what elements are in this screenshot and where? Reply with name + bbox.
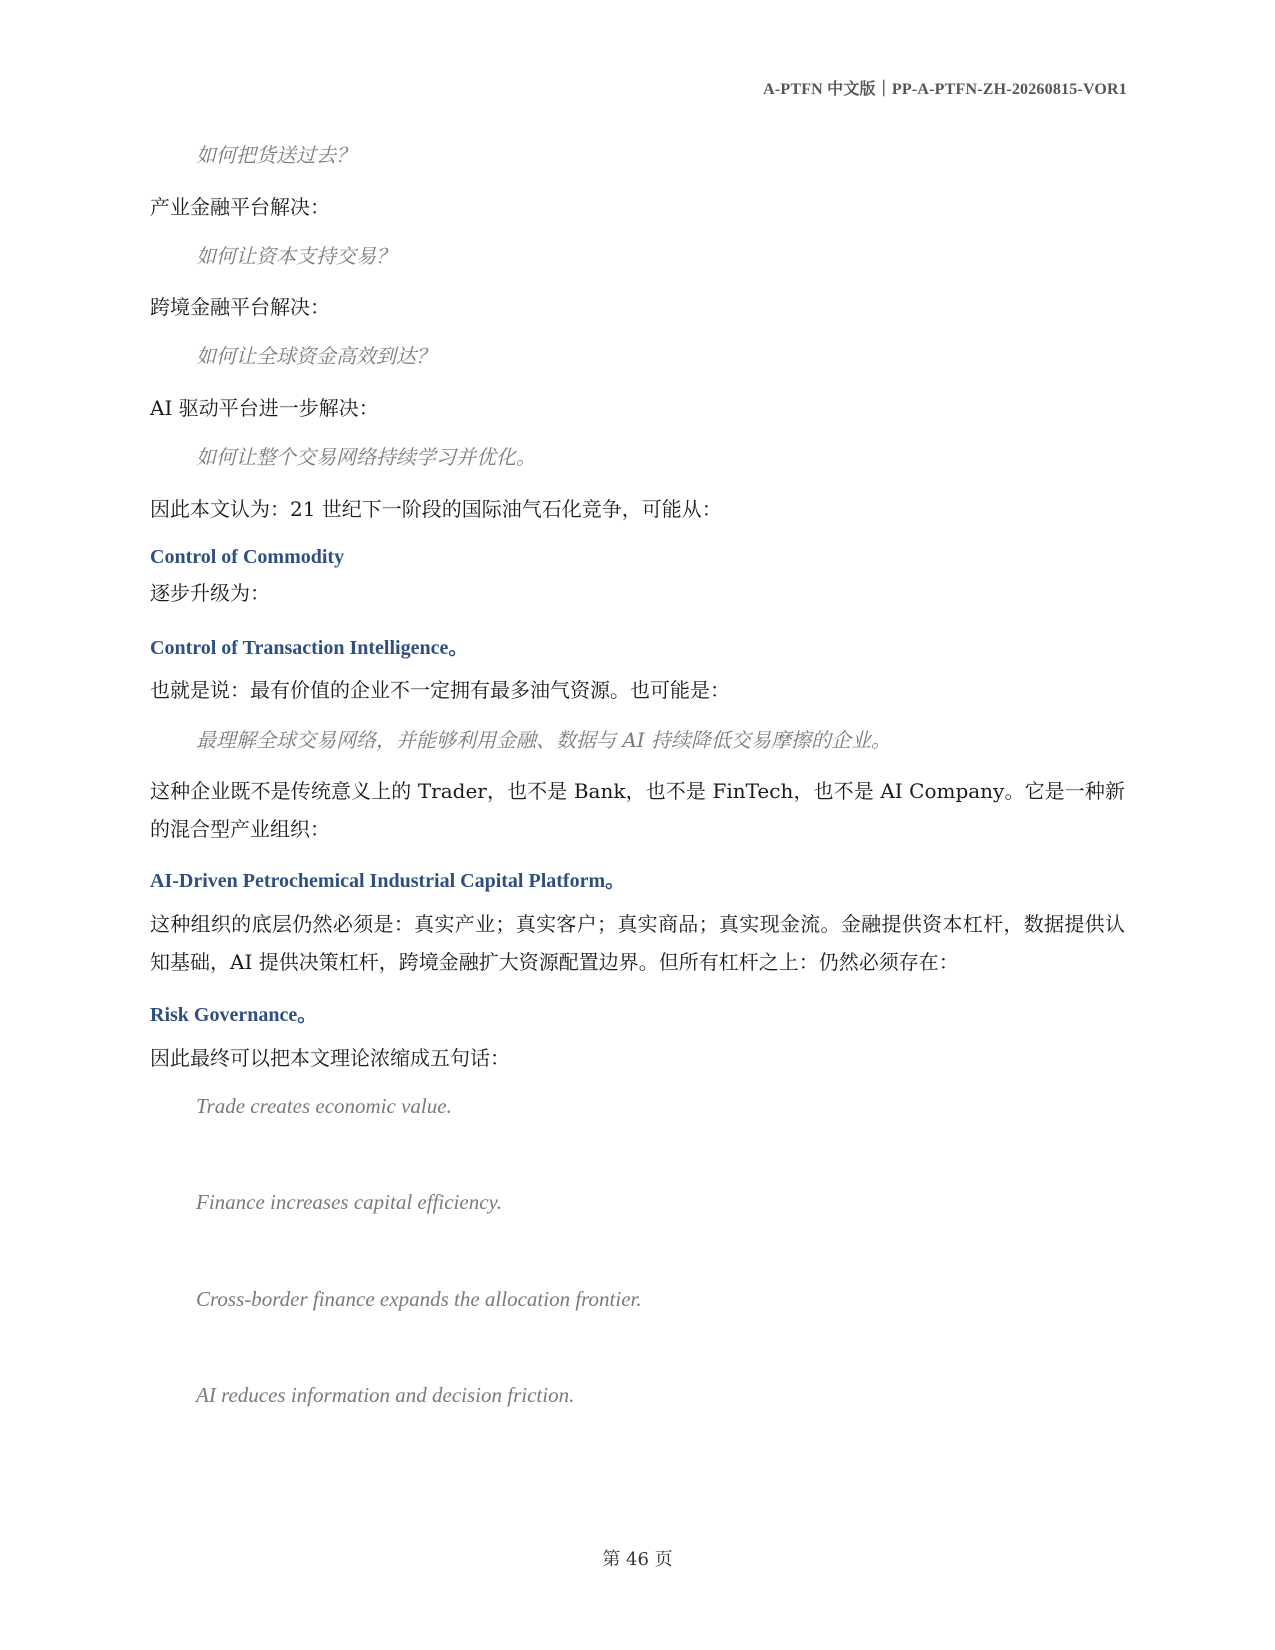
italic-question-goods: 如何把货送过去？ <box>196 143 356 167</box>
italic-question-capital: 如何让资本支持交易？ <box>196 244 396 268</box>
paragraph-cross-border-finance: 跨境金融平台解决： <box>150 295 330 319</box>
paragraph-industrial-finance: 产业金融平台解决： <box>150 195 330 219</box>
italic-quote-enterprise: 最理解全球交易网络，并能够利用金融、数据与 AI 持续降低交易摩擦的企业。 <box>196 728 892 752</box>
heading-risk-governance: Risk Governance。 <box>150 1004 318 1026</box>
italic-sentence-finance: Finance increases capital efficiency. <box>196 1190 502 1214</box>
running-header: A-PTFN 中文版｜PP-A-PTFN-ZH-20260815-VOR1 <box>763 81 1127 98</box>
paragraph-foundation: 这种组织的底层仍然必须是：真实产业；真实客户；真实商品；真实现金流。金融提供资本杠杆，数据提供认知基础，AI 提供决策杠杆，跨境金融扩大资源配置边界。但所有杠杆之上：仍然必须存在： <box>150 912 1125 974</box>
paragraph-conclusion-intro: 因此本文认为：21 世纪下一阶段的国际油气石化竞争，可能从： <box>150 497 722 521</box>
paragraph-upgrade: 逐步升级为： <box>150 581 270 605</box>
paragraph-ai-platform: AI 驱动平台进一步解决： <box>150 396 379 420</box>
italic-sentence-ai: AI reduces information and decision friction. <box>196 1383 575 1407</box>
paragraph-most-valuable: 也就是说：最有价值的企业不一定拥有最多油气资源。也可能是： <box>150 678 730 702</box>
italic-sentence-trade: Trade creates economic value. <box>196 1094 452 1118</box>
paragraph-hybrid-organization: 这种企业既不是传统意义上的 Trader，也不是 Bank，也不是 FinTech，也不是 AI Company。它是一种新的混合型产业组织： <box>150 779 1125 841</box>
italic-sentence-cross-border: Cross-border finance expands the allocation frontier. <box>196 1287 642 1311</box>
paragraph-five-sentences: 因此最终可以把本文理论浓缩成五句话： <box>150 1046 510 1070</box>
italic-question-network: 如何让整个交易网络持续学习并优化。 <box>196 445 536 469</box>
heading-ai-driven-platform: AI-Driven Petrochemical Industrial Capital Platform。 <box>150 870 626 892</box>
heading-transaction-intelligence: Control of Transaction Intelligence。 <box>150 637 469 659</box>
page-number: 第 46 页 <box>602 1549 673 1570</box>
heading-control-of-commodity: Control of Commodity <box>150 546 345 568</box>
italic-question-funds: 如何让全球资金高效到达？ <box>196 344 436 368</box>
